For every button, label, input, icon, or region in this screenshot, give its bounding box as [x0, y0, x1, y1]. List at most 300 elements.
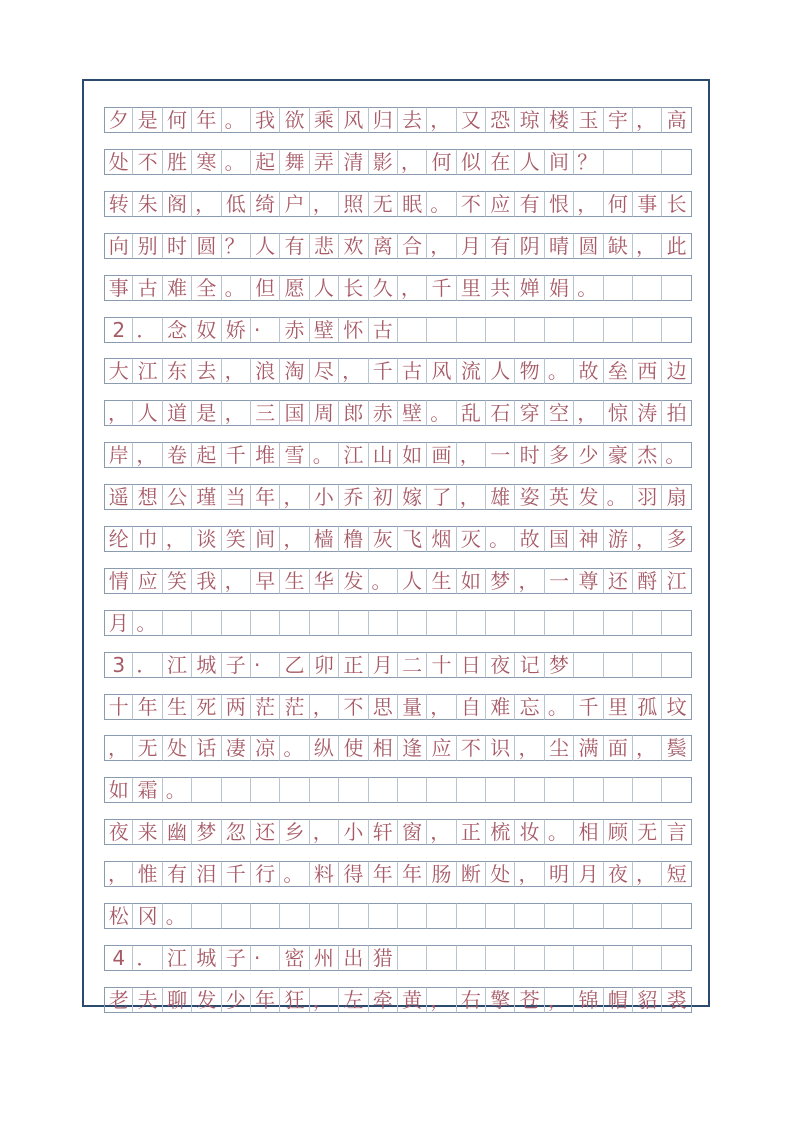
grid-cell — [310, 903, 339, 929]
grid-cell: 幽 — [163, 819, 192, 845]
grid-cell: 千 — [222, 861, 251, 887]
grid-cell — [222, 777, 251, 803]
grid-cell: 难 — [486, 694, 515, 720]
grid-cell: 当 — [222, 484, 251, 510]
grid-cell: 行 — [251, 861, 280, 887]
grid-cell: · — [251, 945, 280, 971]
grid-cell: 思 — [369, 694, 398, 720]
grid-cell: 缺 — [604, 233, 633, 259]
grid-cell: 千 — [427, 275, 456, 301]
grid-cell: 茫 — [280, 694, 309, 720]
grid-row — [104, 568, 692, 594]
grid-cell — [486, 317, 515, 343]
grid-cell — [662, 903, 691, 929]
grid-cell: 无 — [369, 191, 398, 217]
grid-cell: 阁 — [163, 191, 192, 217]
grid-cell: 何 — [604, 191, 633, 217]
grid-cell: 。 — [427, 191, 456, 217]
grid-cell — [545, 317, 574, 343]
grid-cell: 如 — [104, 777, 133, 803]
grid-cell — [633, 149, 662, 175]
grid-cell: 锦 — [574, 987, 603, 1013]
grid-cell: 游 — [604, 526, 633, 552]
grid-cell: 橹 — [339, 526, 368, 552]
grid-cell: 月 — [104, 610, 133, 636]
grid-cell: 寒 — [192, 149, 221, 175]
grid-cell — [574, 610, 603, 636]
grid-cell: ， — [192, 191, 221, 217]
grid-cell — [369, 903, 398, 929]
grid-cell: 华 — [310, 568, 339, 594]
grid-cell: 户 — [280, 191, 309, 217]
grid-cell: 空 — [545, 400, 574, 426]
grid-cell: 婵 — [515, 275, 544, 301]
grid-cell: 梦 — [192, 819, 221, 845]
grid-cell: ． — [133, 317, 162, 343]
grid-cell — [574, 777, 603, 803]
grid-cell: 去 — [398, 107, 427, 133]
grid-cell: ， — [427, 694, 456, 720]
grid-cell — [545, 777, 574, 803]
grid-cell: 低 — [222, 191, 251, 217]
grid-cell: 明 — [545, 861, 574, 887]
grid-cell — [633, 610, 662, 636]
grid-cell: 山 — [369, 442, 398, 468]
grid-cell: ， — [398, 149, 427, 175]
grid-cell: 穿 — [515, 400, 544, 426]
grid-cell: 不 — [133, 149, 162, 175]
grid-cell: 使 — [339, 735, 368, 761]
grid-cell: ？ — [222, 233, 251, 259]
grid-cell: 长 — [662, 191, 691, 217]
grid-cell: 去 — [192, 358, 221, 384]
grid-cell: 乡 — [280, 819, 309, 845]
grid-cell: 又 — [457, 107, 486, 133]
grid-cell — [662, 317, 691, 343]
grid-cell: 。 — [163, 777, 192, 803]
grid-cell — [251, 777, 280, 803]
grid-cell: 杰 — [633, 442, 662, 468]
grid-cell: 梳 — [486, 819, 515, 845]
grid-cell: 千 — [222, 442, 251, 468]
grid-cell: ， — [633, 107, 662, 133]
grid-cell: 舞 — [280, 149, 309, 175]
grid-cell: 人 — [251, 233, 280, 259]
grid-cell: 大 — [104, 358, 133, 384]
grid-cell: 夜 — [104, 819, 133, 845]
grid-cell: 英 — [545, 484, 574, 510]
grid-cell: 绮 — [251, 191, 280, 217]
grid-cell: 久 — [369, 275, 398, 301]
grid-cell — [457, 945, 486, 971]
grid-cell: 无 — [133, 735, 162, 761]
grid-cell: 卷 — [163, 442, 192, 468]
grid-cell: 念 — [163, 317, 192, 343]
grid-row — [104, 610, 692, 636]
grid-cell: 奴 — [192, 317, 221, 343]
grid-cell: 密 — [280, 945, 309, 971]
grid-cell: 凄 — [222, 735, 251, 761]
grid-cell: 间 — [545, 149, 574, 175]
grid-cell: 妆 — [515, 819, 544, 845]
grid-cell: ， — [574, 191, 603, 217]
grid-cell: 梦 — [545, 652, 574, 678]
grid-cell: 尘 — [545, 735, 574, 761]
grid-cell — [633, 275, 662, 301]
grid-cell: 东 — [163, 358, 192, 384]
grid-cell: 起 — [192, 442, 221, 468]
grid-cell: 生 — [163, 694, 192, 720]
grid-cell: ， — [163, 526, 192, 552]
grid-cell: 夜 — [604, 861, 633, 887]
grid-cell: 。 — [574, 275, 603, 301]
grid-cell — [604, 777, 633, 803]
grid-cell: 小 — [339, 819, 368, 845]
grid-cell: 年 — [251, 987, 280, 1013]
grid-cell: 恨 — [545, 191, 574, 217]
grid-cell: 州 — [310, 945, 339, 971]
grid-cell: ， — [574, 400, 603, 426]
grid-cell: 古 — [133, 275, 162, 301]
grid-cell — [662, 777, 691, 803]
grid-cell: 何 — [427, 149, 456, 175]
grid-cell — [662, 610, 691, 636]
grid-cell: 长 — [339, 275, 368, 301]
grid-cell: 国 — [280, 400, 309, 426]
grid-cell: 苍 — [515, 987, 544, 1013]
grid-cell — [398, 945, 427, 971]
grid-cell: 乙 — [280, 652, 309, 678]
grid-cell — [633, 317, 662, 343]
grid-row — [104, 484, 692, 510]
grid-cell: 年 — [369, 861, 398, 887]
grid-cell: 。 — [545, 694, 574, 720]
grid-cell: 是 — [192, 400, 221, 426]
grid-cell — [545, 610, 574, 636]
grid-cell: 无 — [633, 819, 662, 845]
grid-cell: 。 — [222, 107, 251, 133]
grid-cell: 月 — [457, 233, 486, 259]
grid-cell: 清 — [339, 149, 368, 175]
grid-cell: 应 — [427, 735, 456, 761]
grid-cell: · — [251, 652, 280, 678]
grid-cell: ， — [398, 275, 427, 301]
grid-cell: 物 — [515, 358, 544, 384]
grid-cell — [604, 652, 633, 678]
grid-cell: 江 — [133, 358, 162, 384]
grid-cell — [369, 777, 398, 803]
grid-cell: 凉 — [251, 735, 280, 761]
grid-cell: 楼 — [545, 107, 574, 133]
grid-cell: 坟 — [662, 694, 691, 720]
grid-cell: 牵 — [369, 987, 398, 1013]
grid-cell — [427, 903, 456, 929]
grid-cell: 料 — [310, 861, 339, 887]
grid-cell: 流 — [457, 358, 486, 384]
grid-cell: 垒 — [604, 358, 633, 384]
grid-cell — [192, 903, 221, 929]
grid-cell — [604, 317, 633, 343]
grid-cell — [457, 610, 486, 636]
grid-cell: 事 — [633, 191, 662, 217]
grid-cell: 别 — [133, 233, 162, 259]
grid-cell: ， — [310, 191, 339, 217]
grid-cell: 应 — [133, 568, 162, 594]
grid-cell: 间 — [251, 526, 280, 552]
grid-cell: ， — [457, 484, 486, 510]
grid-row — [104, 861, 692, 887]
grid-cell: 肠 — [427, 861, 456, 887]
grid-cell: 神 — [574, 526, 603, 552]
grid-cell: 眠 — [398, 191, 427, 217]
grid-cell: 记 — [515, 652, 544, 678]
grid-cell: 似 — [457, 149, 486, 175]
grid-cell: 难 — [163, 275, 192, 301]
grid-cell: 十 — [427, 652, 456, 678]
grid-cell: 有 — [486, 233, 515, 259]
grid-cell — [398, 610, 427, 636]
grid-cell: 宇 — [604, 107, 633, 133]
grid-cell: 遥 — [104, 484, 133, 510]
grid-cell: 何 — [163, 107, 192, 133]
grid-cell: 烟 — [427, 526, 456, 552]
grid-cell: 纶 — [104, 526, 133, 552]
grid-cell — [662, 275, 691, 301]
grid-cell: 古 — [369, 317, 398, 343]
grid-cell — [280, 903, 309, 929]
grid-cell: 量 — [398, 694, 427, 720]
grid-cell: 瑾 — [192, 484, 221, 510]
grid-cell: 窗 — [398, 819, 427, 845]
grid-cell: ， — [310, 987, 339, 1013]
grid-cell — [662, 149, 691, 175]
grid-cell: 断 — [457, 861, 486, 887]
grid-cell: 灰 — [369, 526, 398, 552]
grid-cell: 梦 — [486, 568, 515, 594]
grid-cell: 玉 — [574, 107, 603, 133]
grid-cell: 琼 — [515, 107, 544, 133]
grid-cell: 年 — [192, 107, 221, 133]
grid-cell: ， — [310, 694, 339, 720]
grid-cell: 向 — [104, 233, 133, 259]
grid-cell — [574, 652, 603, 678]
grid-cell — [574, 903, 603, 929]
grid-cell: 堆 — [251, 442, 280, 468]
grid-cell: 边 — [662, 358, 691, 384]
grid-cell: 雪 — [280, 442, 309, 468]
grid-cell — [457, 317, 486, 343]
grid-cell — [163, 610, 192, 636]
grid-row — [104, 694, 692, 720]
grid-cell: 影 — [369, 149, 398, 175]
grid-cell: 早 — [251, 568, 280, 594]
grid-cell — [369, 610, 398, 636]
grid-cell — [515, 610, 544, 636]
grid-cell: 十 — [104, 694, 133, 720]
grid-cell: 卯 — [310, 652, 339, 678]
grid-cell: 狂 — [280, 987, 309, 1013]
grid-cell: 生 — [427, 568, 456, 594]
grid-cell: 江 — [339, 442, 368, 468]
grid-cell: 了 — [427, 484, 456, 510]
grid-cell: 发 — [574, 484, 603, 510]
grid-cell — [515, 945, 544, 971]
grid-cell — [339, 777, 368, 803]
grid-cell: 里 — [604, 694, 633, 720]
grid-cell: 在 — [486, 149, 515, 175]
grid-cell: 岸 — [104, 442, 133, 468]
grid-cell: 3 — [104, 652, 133, 678]
grid-cell — [457, 777, 486, 803]
grid-cell: 少 — [222, 987, 251, 1013]
grid-cell: 如 — [398, 442, 427, 468]
grid-cell: ， — [339, 358, 368, 384]
grid-cell: 风 — [339, 107, 368, 133]
grid-cell: 多 — [545, 442, 574, 468]
grid-cell: 。 — [163, 903, 192, 929]
grid-cell: 发 — [192, 987, 221, 1013]
grid-cell — [604, 275, 633, 301]
grid-cell: 赤 — [280, 317, 309, 343]
grid-cell: 4 — [104, 945, 133, 971]
grid-cell — [574, 317, 603, 343]
grid-cell: 。 — [222, 275, 251, 301]
grid-cell: ？ — [574, 149, 603, 175]
grid-cell: 千 — [369, 358, 398, 384]
grid-row — [104, 526, 692, 552]
grid-cell: 正 — [457, 819, 486, 845]
grid-cell: 雄 — [486, 484, 515, 510]
grid-cell: 时 — [163, 233, 192, 259]
grid-cell: 有 — [515, 191, 544, 217]
grid-cell — [280, 777, 309, 803]
grid-cell: 忘 — [515, 694, 544, 720]
grid-cell: 赤 — [369, 400, 398, 426]
grid-cell — [222, 903, 251, 929]
grid-cell: 月 — [574, 861, 603, 887]
grid-cell: 转 — [104, 191, 133, 217]
grid-cell — [427, 317, 456, 343]
grid-cell: 貂 — [633, 987, 662, 1013]
grid-cell: 飞 — [398, 526, 427, 552]
grid-cell: ， — [633, 526, 662, 552]
grid-cell: 故 — [515, 526, 544, 552]
grid-cell: 右 — [457, 987, 486, 1013]
grid-cell: 灭 — [457, 526, 486, 552]
grid-cell: 多 — [662, 526, 691, 552]
grid-cell: 应 — [486, 191, 515, 217]
grid-cell: 不 — [457, 191, 486, 217]
grid-cell: 尽 — [310, 358, 339, 384]
grid-cell — [339, 610, 368, 636]
grid-cell: 2 — [104, 317, 133, 343]
grid-cell: 。 — [222, 149, 251, 175]
grid-cell — [427, 777, 456, 803]
grid-cell: ， — [280, 484, 309, 510]
grid-cell: 我 — [251, 107, 280, 133]
grid-cell: 归 — [369, 107, 398, 133]
grid-cell: 。 — [133, 610, 162, 636]
grid-cell — [457, 903, 486, 929]
grid-cell: 少 — [574, 442, 603, 468]
grid-cell: 死 — [192, 694, 221, 720]
grid-cell: ， — [457, 442, 486, 468]
grid-row — [104, 945, 692, 971]
grid-cell: 。 — [427, 400, 456, 426]
grid-cell: 轩 — [369, 819, 398, 845]
grid-row — [104, 149, 692, 175]
grid-cell: 生 — [280, 568, 309, 594]
grid-cell: 自 — [457, 694, 486, 720]
grid-cell: 人 — [310, 275, 339, 301]
grid-cell: 朱 — [133, 191, 162, 217]
grid-cell — [398, 903, 427, 929]
grid-cell: ， — [222, 400, 251, 426]
grid-cell: 言 — [662, 819, 691, 845]
grid-cell: 满 — [574, 735, 603, 761]
grid-cell — [515, 317, 544, 343]
grid-cell — [515, 903, 544, 929]
grid-cell: 圆 — [574, 233, 603, 259]
grid-cell: 起 — [251, 149, 280, 175]
grid-cell: 乔 — [339, 484, 368, 510]
grid-row — [104, 903, 692, 929]
grid-cell: ， — [427, 233, 456, 259]
grid-cell: 顾 — [604, 819, 633, 845]
grid-cell: 壁 — [310, 317, 339, 343]
grid-cell — [633, 777, 662, 803]
grid-cell — [192, 777, 221, 803]
grid-cell: 千 — [574, 694, 603, 720]
grid-cell: 欢 — [339, 233, 368, 259]
grid-cell — [310, 777, 339, 803]
grid-cell — [574, 945, 603, 971]
grid-cell: 画 — [427, 442, 456, 468]
grid-cell: 拍 — [662, 400, 691, 426]
grid-cell: 怀 — [339, 317, 368, 343]
grid-cell: 冈 — [133, 903, 162, 929]
grid-row — [104, 987, 692, 1013]
grid-cell: 二 — [398, 652, 427, 678]
grid-cell: 尊 — [574, 568, 603, 594]
grid-cell: 发 — [339, 568, 368, 594]
grid-cell — [486, 945, 515, 971]
grid-cell: 夜 — [486, 652, 515, 678]
grid-cell: 故 — [574, 358, 603, 384]
grid-cell: 三 — [251, 400, 280, 426]
grid-cell — [633, 903, 662, 929]
grid-cell: 老 — [104, 987, 133, 1013]
grid-cell — [515, 777, 544, 803]
grid-cell: 。 — [545, 358, 574, 384]
grid-cell: 豪 — [604, 442, 633, 468]
grid-cell — [192, 610, 221, 636]
grid-cell: 晴 — [545, 233, 574, 259]
grid-cell: 城 — [192, 945, 221, 971]
grid-cell: 鬓 — [662, 735, 691, 761]
grid-cell: ， — [222, 568, 251, 594]
grid-row — [104, 777, 692, 803]
grid-cell: 西 — [633, 358, 662, 384]
grid-cell: 羽 — [633, 484, 662, 510]
grid-cell: 愿 — [280, 275, 309, 301]
grid-cell — [222, 610, 251, 636]
grid-cell — [310, 610, 339, 636]
grid-cell: 江 — [163, 652, 192, 678]
grid-cell: 娟 — [545, 275, 574, 301]
grid-cell: 月 — [369, 652, 398, 678]
grid-row — [104, 735, 692, 761]
